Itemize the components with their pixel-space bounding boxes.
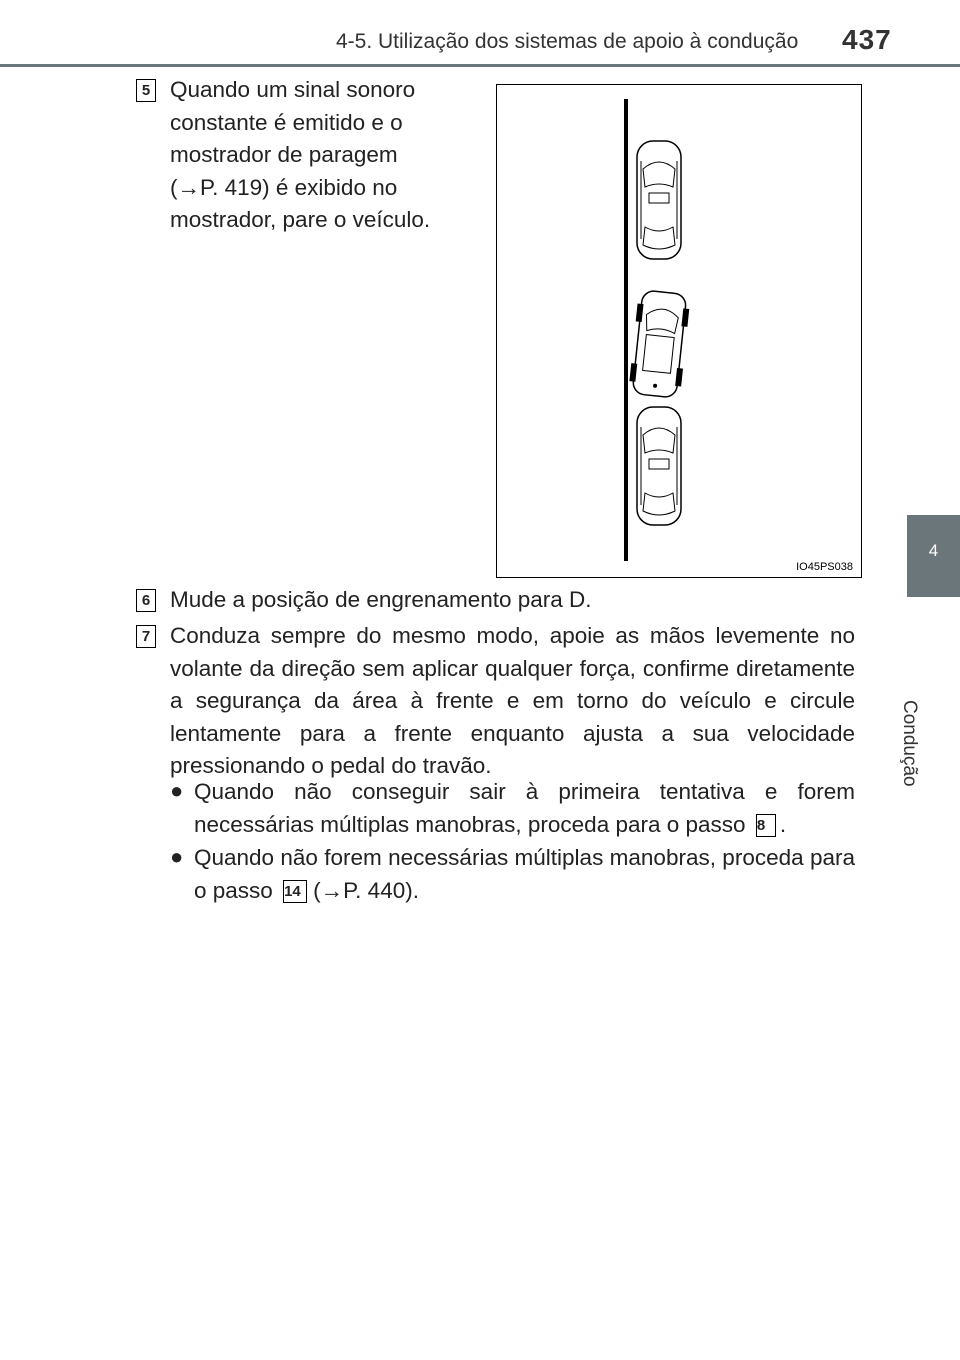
bullet-2-text	[194, 842, 855, 907]
chapter-tab	[907, 515, 960, 597]
header-rule	[0, 64, 960, 67]
parked-car-rear	[637, 407, 681, 525]
bullet-marker: ●	[170, 778, 184, 803]
step-5-line: Quando um sinal sonoro	[170, 77, 416, 102]
parking-illustration	[497, 85, 861, 577]
bullet-1-text	[194, 776, 855, 841]
parking-figure	[496, 84, 862, 578]
chapter-label: Condução	[899, 700, 920, 787]
bullet-2-body: Quando não forem necessárias múltiplas manobras, proceda para o passo	[194, 845, 855, 903]
own-car	[628, 290, 691, 399]
step-7-text: Conduza sempre do mesmo modo, apoie as mãos levemente no volante da direção sem aplicar qualquer força, confirme diretamente a segurança da área à frente e em torno do veículo e circule lentamente para a frente enquanto ajusta a sua velocidade pressionando o pedal do travão.	[170, 623, 855, 778]
figure-code: IO45PS038	[796, 561, 853, 573]
step-6-text: Mude a posição de engrenamento para D.	[170, 587, 592, 612]
bullet-2-suffix: (→P. 440).	[313, 877, 419, 903]
step-5-line: mostrador de paragem	[170, 142, 398, 167]
chapter-number: 4	[928, 541, 939, 560]
step-5-line: constante é emitido e o	[170, 109, 403, 135]
header-section-title: 4-5. Utilização dos sistemas de apoio à condução	[336, 30, 799, 53]
bullet-1-suffix: .	[779, 811, 787, 837]
bullet-marker: ●	[170, 844, 184, 869]
parked-car-front	[637, 141, 681, 259]
step-badge-6: 6	[136, 589, 156, 612]
step-ref-8: 8	[756, 814, 776, 837]
step-badge-7: 7	[136, 625, 156, 648]
step-5-line: (→P. 419) é exibido no	[170, 174, 398, 200]
step-5-text	[170, 74, 490, 237]
step-5-line: mostrador, pare o veículo.	[170, 207, 431, 232]
bullet-1-body: Quando não conseguir sair à primeira tentativa e forem necessárias múltiplas manobras, proceda para o passo	[194, 779, 855, 837]
step-ref-14: 14	[283, 880, 307, 903]
step-badge-5: 5	[136, 79, 156, 102]
page-number: 437	[842, 24, 892, 55]
